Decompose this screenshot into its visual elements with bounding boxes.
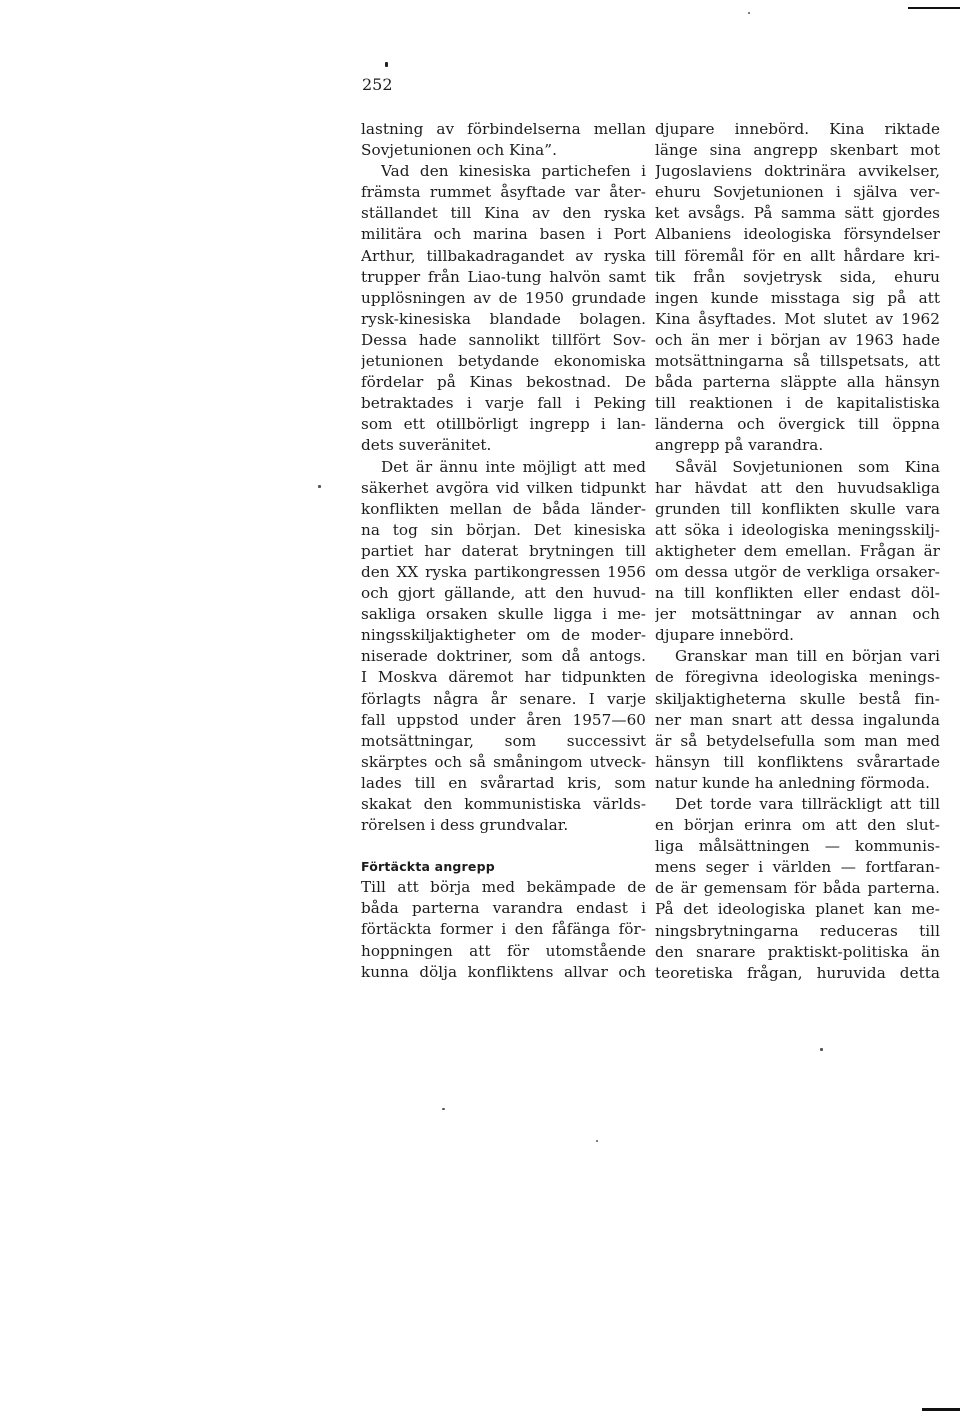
text-line: Dessa hade sannolikt tillfört Sov- (361, 330, 646, 349)
text-line: skärptes och så småningom utveck- (361, 752, 646, 771)
text-line: skakat den kommunistiska världs- (361, 795, 646, 813)
left-column-text-after-heading (361, 877, 646, 982)
text-line: hoppningen att för utomstående (361, 941, 646, 960)
text-line: djupare innebörd. Kina riktade (655, 120, 940, 138)
scan-edge-rule-bottom (922, 1408, 960, 1411)
text-line: Granskar man till en början vari (675, 647, 940, 666)
text-line: länderna och övergick till öppna (655, 415, 940, 434)
text-line: rysk-kinesiska blandade bolagen. (361, 309, 646, 328)
text-line: angrepp på varandra. (655, 436, 824, 455)
text-line: aktigheter dem emellan. Frågan är (655, 541, 940, 560)
left-column-text (361, 119, 646, 836)
text-line: na till konflikten eller endast döl- (655, 584, 940, 603)
text-line: jer motsättningar av annan och (655, 605, 940, 624)
text-line: lades till en svårartad kris, som (361, 773, 646, 792)
text-line: niserade doktriner, som då antogs. (361, 647, 646, 666)
text-line: militära och marina basen i Port (361, 225, 646, 244)
text-line: den XX ryska partikongressen 1956 (361, 562, 646, 581)
scan-speck (820, 1048, 823, 1051)
text-line: Arthur, tillbakadragandet av ryska (361, 246, 646, 265)
text-line: till föremål för en allt hårdare kri- (655, 246, 940, 265)
text-line: ingen kunde misstaga sig på att (655, 288, 940, 307)
text-line: till reaktionen i de kapitalistiska (655, 394, 940, 413)
text-line: På det ideologiska planet kan me- (655, 900, 940, 919)
text-line: Det är ännu inte möjligt att med (381, 457, 646, 476)
text-line: fall uppstod under åren 1957—60 (361, 710, 646, 729)
text-line: är så betydelsefulla som man med (655, 731, 940, 750)
text-line: hänsyn till konfliktens svårartade (655, 752, 940, 771)
page-number: 252 (362, 75, 393, 94)
text-line: liga målsättningen — kommunis- (655, 837, 940, 856)
section-heading: Förtäckta angrepp (361, 859, 495, 875)
text-line: om dessa utgör de verkliga orsaker- (655, 562, 940, 581)
text-line: Till att börja med bekämpade de (361, 878, 646, 897)
text-line: djupare innebörd. (655, 626, 794, 645)
text-line: ner man snart att dessa ingalunda (655, 710, 940, 729)
right-column-text (655, 119, 940, 984)
text-line: betraktades i varje fall i Peking (361, 394, 646, 413)
text-line: fördelar på Kinas bekostnad. De (361, 373, 646, 392)
text-line: mens seger i världen — fortfaran- (655, 858, 940, 877)
text-line: I Moskva däremot har tidpunkten (361, 668, 646, 687)
text-line: och än mer i början av 1963 hade (655, 330, 940, 349)
text-line: teoretiska frågan, huruvida detta (655, 963, 940, 982)
text-line: Det torde vara tillräckligt att till (675, 795, 940, 813)
text-line: jetunionen betydande ekonomiska (361, 352, 646, 371)
text-line: lastning av förbindelserna mellan (361, 120, 646, 138)
text-line: sakliga orsaken skulle ligga i me- (361, 605, 646, 624)
page-number-mark (385, 62, 388, 67)
text-line: båda parterna släppte alla hänsyn (655, 373, 940, 392)
text-line: natur kunde ha anledning förmoda. (655, 773, 930, 792)
left-column (361, 119, 646, 983)
text-line: ehuru Sovjetunionen i själva ver- (655, 183, 940, 202)
text-line: främsta rummet åsyftade var åter- (361, 183, 646, 202)
right-column (655, 119, 940, 984)
text-line: och gjort gällande, att den huvud- (361, 584, 646, 603)
text-line: de är gemensam för båda parterna. (655, 879, 940, 898)
text-line: grunden till konflikten skulle vara (655, 499, 940, 518)
text-line: båda parterna varandra endast i (361, 899, 646, 918)
text-line: förlagts några år senare. I varje (361, 689, 646, 708)
text-line: Vad den kinesiska partichefen i (381, 162, 646, 181)
scan-speck (748, 12, 750, 14)
scan-speck (318, 485, 321, 488)
text-line: rörelsen i dess grundvalar. (361, 816, 569, 835)
text-line: länge sina angrepp skenbart mot (655, 141, 940, 160)
text-line: har hävdat att den huvudsakliga (655, 478, 940, 497)
text-line: na tog sin början. Det kinesiska (361, 520, 646, 539)
text-line: ket avsågs. På samma sätt gjordes (655, 204, 940, 223)
text-line: Kina åsyftades. Mot slutet av 1962 (655, 309, 940, 328)
text-line: säkerhet avgöra vid vilken tidpunkt (361, 478, 646, 497)
text-line: ställandet till Kina av den ryska (361, 204, 646, 223)
text-line: konflikten mellan de båda länder- (361, 499, 646, 518)
text-line: Albaniens ideologiska försyndelser (655, 225, 940, 244)
text-line: att söka i ideologiska meningsskilj- (655, 520, 940, 539)
text-line: en början erinra om att den slut- (655, 816, 940, 835)
text-line: förtäckta former i den fåfänga för- (361, 920, 646, 939)
text-line: ningsskiljaktigheter om de moder- (361, 626, 646, 645)
text-line: den snarare praktiskt-politiska än (655, 942, 940, 961)
text-line: trupper från Liao-tung halvön samt (361, 267, 646, 286)
scan-speck (442, 1108, 445, 1110)
text-line: skiljaktigheterna skulle bestå fin- (655, 689, 940, 708)
text-line: partiet har daterat brytningen till (361, 541, 646, 560)
text-line: tik från sovjetrysk sida, ehuru (655, 267, 940, 286)
text-line: Såväl Sovjetunionen som Kina (675, 457, 940, 476)
scan-speck (596, 1140, 598, 1142)
text-line: kunna dölja konfliktens allvar och (361, 962, 646, 981)
text-line: motsättningarna så tillspetsats, att (655, 352, 940, 371)
text-line: motsättningar, som successivt (361, 731, 646, 750)
scan-edge-rule (908, 7, 960, 9)
text-line: Sovjetunionen och Kina”. (361, 141, 557, 160)
text-line: Jugoslaviens doktrinära avvikelser, (655, 162, 940, 181)
text-line: som ett otillbörligt ingrepp i lan- (361, 415, 646, 434)
text-line: de föregivna ideologiska menings- (655, 668, 940, 687)
text-line: dets suveränitet. (361, 436, 492, 455)
text-line: ningsbrytningarna reduceras till (655, 921, 940, 940)
text-line: upplösningen av de 1950 grundade (361, 288, 646, 307)
